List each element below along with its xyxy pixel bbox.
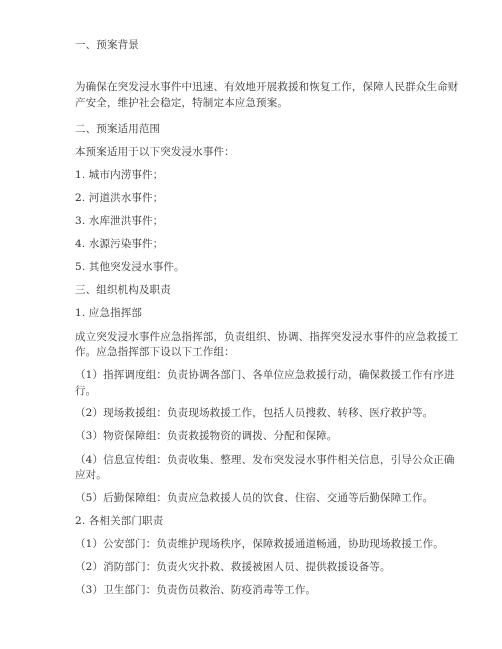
paragraph-line: （1）公安部门：负责维护现场秩序，保障救援通道畅通，协助现场救援工作。 (75, 538, 444, 550)
paragraph-line: 为确保在突发浸水事件中迅速、有效地开展救援和恢复工作，保障人民群众生命财 (75, 81, 459, 93)
paragraph-line: （2）消防部门：负责火灾扑救、救援被困人员、提供救援设备等。 (75, 561, 391, 573)
paragraph-line: 作。应急指挥部下设以下工作组： (75, 346, 235, 358)
paragraph-line: （3）卫生部门：负责伤员救治、防疫消毒等工作。 (75, 584, 317, 596)
list-item: 5. 其他突发浸水事件。 (75, 261, 185, 273)
section-heading-background: 一、预案背景 (75, 39, 139, 51)
paragraph-line: 应对。 (75, 469, 107, 481)
paragraph-line: （1）指挥调度组：负责协调各部门、各单位应急救援行动，确保救援工作有序进 (75, 369, 455, 381)
paragraph-line: 成立突发浸水事件应急指挥部，负责组织、协调、指挥突发浸水事件的应急救援工 (75, 331, 459, 343)
subsection-heading: 1. 应急指挥部 (75, 307, 143, 319)
section-heading-organization: 三、组织机构及职责 (75, 284, 171, 296)
list-item: 3. 水库泄洪事件； (75, 215, 164, 227)
subsection-heading: 2. 各相关部门职责 (75, 515, 164, 527)
paragraph-line: （2）现场救援组：负责现场救援工作，包括人员搜救、转移、医疗救护等。 (75, 407, 434, 419)
paragraph-line: 本预案适用于以下突发浸水事件： (75, 146, 235, 158)
paragraph-line: （4）信息宣传组：负责收集、整理、发布突发浸水事件相关信息，引导公众正确 (75, 454, 455, 466)
list-item: 4. 水源污染事件； (75, 238, 164, 250)
paragraph-line: 行。 (75, 385, 97, 397)
paragraph-line: 产安全，维护社会稳定，特制定本应急预案。 (75, 97, 288, 109)
list-item: 2. 河道洪水事件； (75, 192, 164, 204)
paragraph-line: （5）后勤保障组：负责应急救援人员的饮食、住宿、交通等后勤保障工作。 (75, 492, 434, 504)
paragraph-line: （3）物资保障组：负责救援物资的调拨、分配和保障。 (75, 430, 338, 442)
list-item: 1. 城市内涝事件； (75, 169, 164, 181)
section-heading-scope: 二、预案适用范围 (75, 123, 161, 135)
